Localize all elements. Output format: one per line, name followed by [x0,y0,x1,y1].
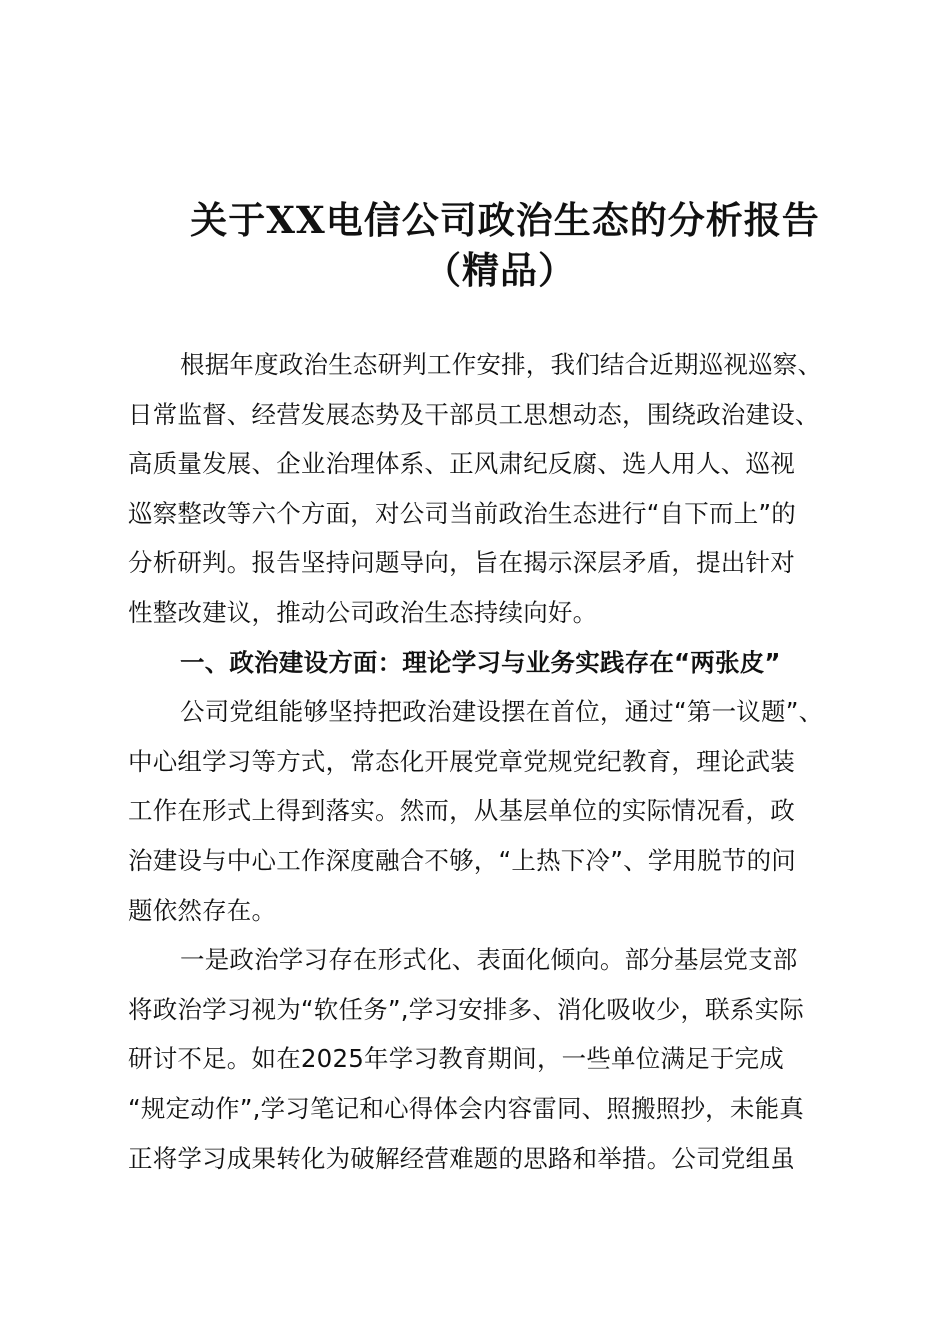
paragraph-line: 高质量发展、企业治理体系、正风肃纪反腐、选人用人、巡视 [128,449,795,479]
paragraph-line: 研讨不足。如在2025年学习教育期间，一些单位满足于完成 [128,1044,784,1074]
paragraph-line: 日常监督、经营发展态势及干部员工思想动态，围绕政治建设、 [128,399,820,429]
paragraph-line: 一是政治学习存在形式化、表面化倾向。部分基层党支部 [180,945,798,975]
paragraph-line: 分析研判。报告坚持问题导向，旨在揭示深层矛盾，提出针对 [128,548,795,578]
paragraph-line: 公司党组能够坚持把政治建设摆在首位，通过“第一议题”、 [180,697,824,727]
section-heading: 一、政治建设方面：理论学习与业务实践存在“两张皮” [180,647,781,677]
paragraph-line: 性整改建议，推动公司政治生态持续向好。 [128,597,598,627]
paragraph-line: “规定动作”,学习笔记和心得体会内容雷同、照搬照抄，未能真 [128,1093,804,1123]
document-title-suffix: （精品） [424,248,576,292]
paragraph-line: 将政治学习视为“软任务”,学习安排多、消化吸收少，联系实际 [128,994,804,1024]
paragraph-line: 题依然存在。 [128,895,277,925]
paragraph-line: 正将学习成果转化为破解经营难题的思路和举措。公司党组虽 [128,1143,795,1173]
paragraph-line: 中心组学习等方式，常态化开展党章党规党纪教育，理论武装 [128,746,795,776]
document-body [128,340,828,1183]
paragraph-line: 工作在形式上得到落实。然而，从基层单位的实际情况看，政 [128,796,795,826]
paragraph-line: 治建设与中心工作深度融合不够，“上热下冷”、学用脱节的问 [128,845,796,875]
paragraph-line: 巡察整改等六个方面，对公司当前政治生态进行“自下而上”的 [128,498,796,528]
document-title: 关于XX电信公司政治生态的分析报告 [190,198,820,242]
paragraph-line: 根据年度政治生态研判工作安排，我们结合近期巡视巡察、 [180,350,823,379]
